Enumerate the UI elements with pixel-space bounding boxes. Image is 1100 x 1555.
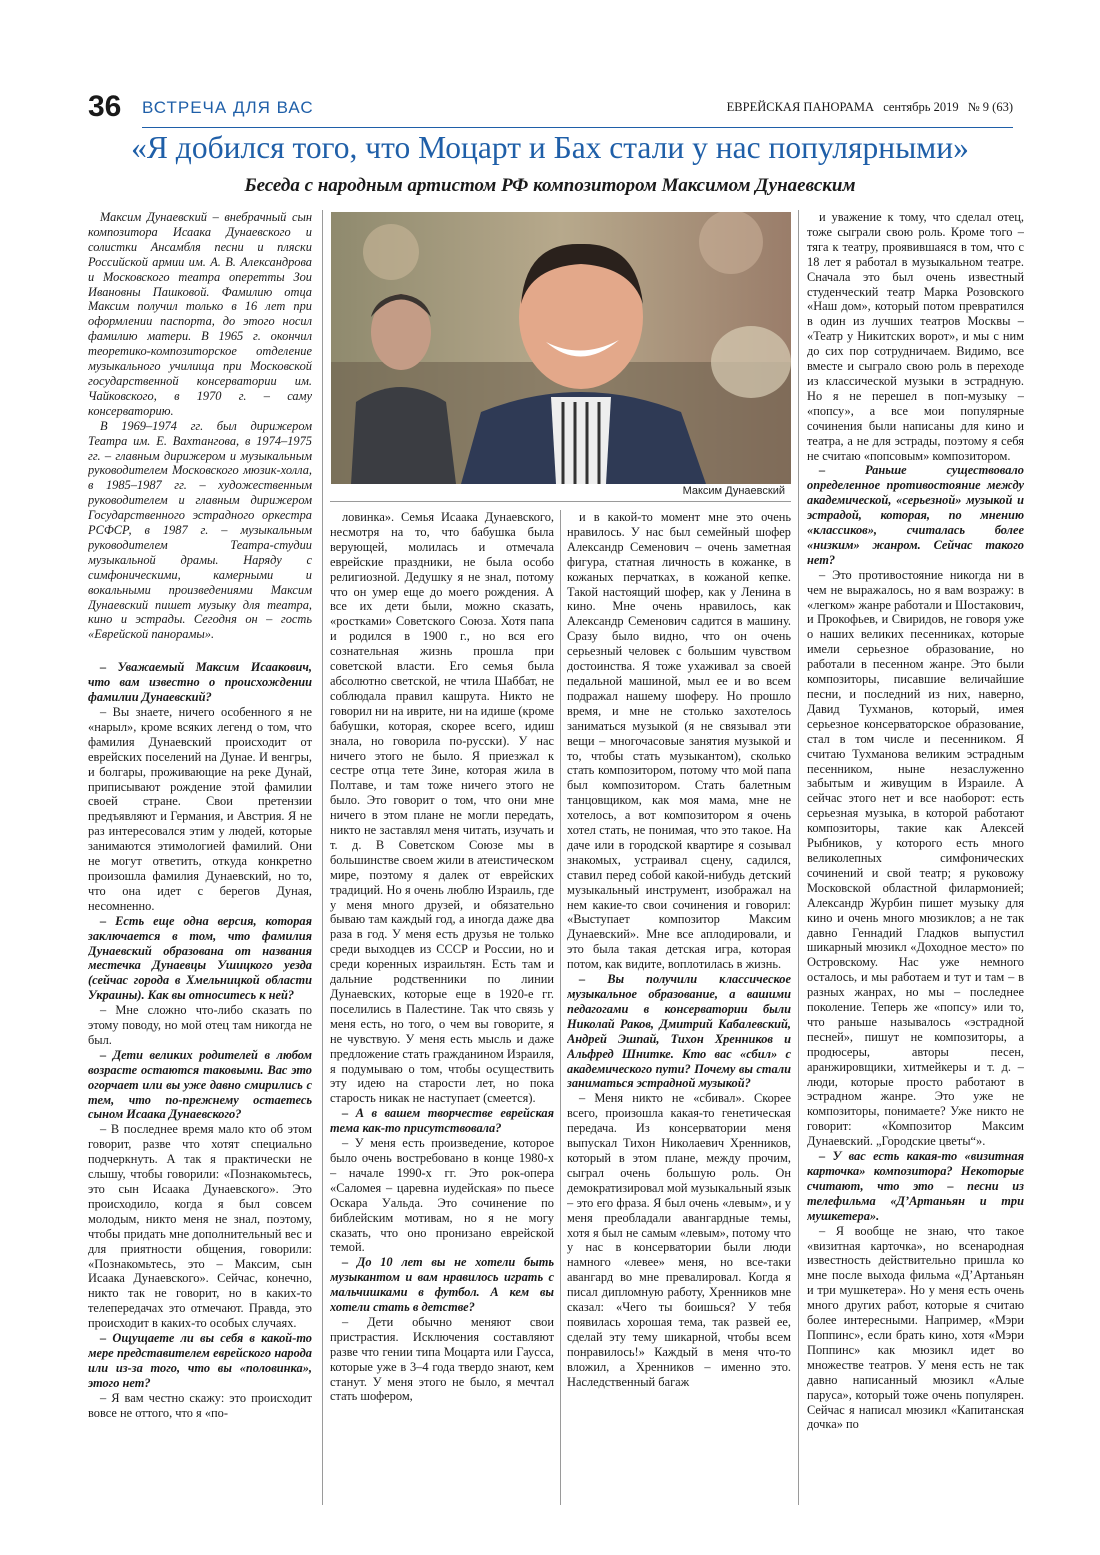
interview-answer: – Мне сложно что-либо сказать по этому поводу, но мой отец там никогда не был. [88, 1003, 312, 1047]
interview-answer: и в какой-то момент мне это очень нравилось. У нас был семейный шофер Александр Семенович – очень заметная фигура, статная личность в кожанке, в кожаных перчатках, в кожаной кепке. Такой настоящий шофер, как у Ленина в кино. Мне очень нравилось, как Александр Семенович садится в машину. Сразу было видно, что он очень серьезный человек с большим чувством достоинства. Я тоже ухаживал за своей педальной машиной, мыл ее и во всем подражал нашему шоферу. Но прошло время, и мне не столько захотелось заниматься музыкой (я не связывал эти вещи – многочасовые занятия музыкой и то, чтобы стать музыкантом), сколько стать композитором, потому что мой папа был композитором. Стать балетным танцовщиком, как моя мама, мне не хотелось, а вот композитором я очень хотел стать, не понимая, что это такое. На даче или в городской квартире я созывал знакомых, устраивал сцену, садился, ставил перед собой какой-нибудь детский музыкальный инструмент, изображал на нем какие-то свои сочинения и говорил: «Выступает композитор Максим Дунаевский». Мне все аплодировали, и это была такая детская игра, которая потом, как видите, воплотилась в жизнь. [567, 510, 791, 972]
interview-answer: – Вы знаете, ничего особенного я не «нарыл», кроме всяких легенд о том, что фамилия Дунаевский происходит от еврейских поселений на Дунае. И венгры, и болгары, проживающие на реке Дунай, приписывают рождение этой фамилии своей стране. Свои претензии предъявляют и Германия, и Австрия. Я не раз интересовался этим у людей, которые занимаются этимологией фамилий. Они не могут ответить, откуда конкретно произошла фамилия Дунаевский, но то, что она идет с берегов Дуная, несомненно. [88, 705, 312, 913]
interview-question: – Дети великих родителей в любом возрасте остаются таковыми. Вас это огорчает или вы уже давно смирились с тем, что по-прежнему остаетесь сыном Исаака Дунаевского? [88, 1047, 312, 1122]
interview-answer: – Я вообще не знаю, что такое «визитная карточка», но всенародная известность действительно пришла ко мне после выхода фильма «Д’Артаньян и три мушкетера». Но у меня есть очень много других работ, которые я считаю более интересными. Например, «Мэри Поппинс», если брать кино, хотя «Мэри Поппинс» как мюзикл идет во множестве театров. У меня есть не так давно написанный мюзикл «Алые паруса», который тоже очень популярен. Сейчас я написал мюзикл «Капитанская дочка» по [807, 1223, 1024, 1432]
column-3 [567, 510, 791, 1505]
interview-answer: – Меня никто не «сбивал». Скорее всего, произошла какая-то генетическая передача. Из консерватории меня выпускал Тихон Николаевич Хренников, который в этом плане, между прочим, сыграл очень большую роль. Он демократизировал мой музыкальный язык – это его фраза. Я был очень «левым», и у меня преобладали авангардные темы, хотя я был не самым «левым», потому что у нас в консерватории были люди намного «левее» меня, но все-таки авангард во мне превалировал. Когда я писал дипломную работу, Хренников мне сказал: «Чего ты боишься? У тебя появилась хорошая тема, так развей ее, сделай эту тему шикарной, чтобы всем понравилось!» Каждый в меня что-то вложил, а Хренников – именно это. Наследственный багаж [567, 1091, 791, 1389]
column-divider [798, 210, 799, 1505]
interview-question: – А в вашем творчестве еврейская тема как-то присутствовала? [330, 1106, 554, 1136]
column-4 [807, 210, 1024, 1505]
interview-question: – Раньше существовало определенное противостояние между академической, «серьезной» музыкой и эстрадой, которая, по мнению «классиков», считалась более «низким» жанром. Сейчас такого нет? [807, 463, 1024, 567]
interview-answer: и уважение к тому, что сделал отец, тоже сыграли свою роль. Кроме того – тяга к театру, проявившаяся в том, что с 18 лет я работал в музыкальном театре. Сначала это был очень известный студенческий театр Марка Розовского «Наш дом», который потом превратился в один из лучших театров Москвы – «Театр у Никитских ворот», и мы с ним до сих пор сотрудничаем. Видимо, все вместе и сыграло свою роль в переходе из классической музыки в эстрадную. Но я не перешел в поп-музыку – «попсу», а все мои популярные сочинения были написаны для кино и театра, а не для эстрады, поэтому я себя не считаю «попсовым» композитором. [807, 210, 1024, 463]
photo-divider [330, 501, 791, 502]
interview-question: – Вы получили классическое музыкальное образование, а вашими педагогами в консерватории были Николай Раков, Дмитрий Кабалевский, Андрей Эшпай, Тихон Хренников и Альфред Шнитке. Кто вас «сбил» с академического пути? Почему вы стали заниматься эстрадной музыкой? [567, 972, 791, 1091]
interview-answer: – Это противостояние никогда ни в чем не выражалось, но я вам возражу: в «легком» жанре работали и Шостакович, и Прокофьев, и Свиридов, не говоря уже о наших великих песенниках, которые имели серьезное образование, но работали в песенном жанре. Это были композиторы, писавшие величайшие песни, и последний из них, наверно, Давид Тухманов, который, имея серьезное консерваторское образование, стал в том числе и песенником. Я считаю Тухманова великим эстрадным песенником, ныне незаслуженно забытым и живущим в Израиле. А сейчас этого нет и все наоборот: есть серьезная музыка, в которой работают композиторы, такие как Алексей Рыбников, у которого есть много великолепных симфонических сочинений и свой театр; я руковожу Московской областной филармонией; Александр Журбин пишет музыку для кино и очень много мюзиклов; а не так давно Геннадий Гладков выпустил шикарный мюзикл «Доходное место» по Островскому. Нас уже немного осталось, и мы работаем и тут и там – в разных жанрах, но мы – последнее поколение. Теперь же «попсу» или то, что раньше называлось «эстрадной песней», пишут не композиторы, а продюсеры, авторы песен, аранжировщики, хитмейкеры и т. д. – люди, которые просто работают в эстрадном жанре. Это уже не композиторы, понимаете? Уже никто не говорит: «Композитор Максим Дунаевский. „Городские цветы“». [807, 567, 1024, 1149]
interview-question: – Уважаемый Максим Исаакович, что вам известно о происхождении фамилии Дунаевский? [88, 660, 312, 705]
header-divider [142, 127, 1013, 128]
column-divider [322, 210, 323, 1505]
column-divider [560, 510, 561, 1505]
issue-number: № 9 (63) [967, 100, 1013, 114]
intro-paragraph: В 1969–1974 гг. был дирижером Театра им. Е. Вахтангова, в 1974–1975 гг. – главным дирижером и музыкальным руководителем Московского мюзик-холла, в 1985–1987 гг. – художественным руководителем и главным дирижером Государственного эстрадного оркестра РСФСР, в 1987 г. – музыкальным руководителем Театра-студии музыкальной драмы. Наряду с симфоническими, камерными и вокальными произведениями Максим Дунаевский пишет музыку для театра, кино и эстрады. Сегодня он – гость «Еврейской панорамы». [88, 418, 312, 642]
interview-question: – Есть еще одна версия, которая заключается в том, что фамилия Дунаевский образована от названия местечка Дунаевцы Ушицкого уезда (сейчас города в Хмельницкой области Украины). Как вы относитесь к ней? [88, 913, 312, 1003]
intro-paragraph: Максим Дунаевский – внебрачный сын композитора Исаака Дунаевского и солистки Ансамбля песни и пляски Российской армии им. А. В. Александрова и Московского театра оперетты Зои Ивановны Пашковой. Фамилию отца Максим получил только в 16 лет при оформлении паспорта, до этого носил фамилию матери. В 1965 г. окончил теоретико-композиторское отделение музыкального училища при Московской государственной консерватории им. Чайковского, в 1970 г. – саму консерваторию. [88, 210, 312, 418]
issue-info [721, 100, 1013, 115]
article-headline: «Я добился того, что Моцарт и Бах стали у нас популярными» [131, 130, 969, 165]
interview-answer: – Дети обычно меняют свои пристрастия. Исключения составляют разве что гении типа Моцарта или Гаусса, которые уже в 3–4 года твердо знают, кем станут. У меня этого не было, я мечтал стать шофером, [330, 1314, 554, 1404]
interview-answer: – У меня есть произведение, которое было очень востребовано в конце 1980-х – начале 1990-х гг. Это рок-опера «Саломея – царевна иудейская» по пьесе Оскара Уальда. Это сочинение по библейским мотивам, но я не могу сказать, что оно пронизано еврейской темой. [330, 1136, 554, 1255]
column-2 [330, 510, 554, 1505]
interview-answer: – В последнее время мало кто об этом говорит, разве что хотят специально подчеркнуть. А так я практически не слышу, чтобы говорили: «Познакомьтесь, это сын Исаака Дунаевского». Это происходило, когда я был совсем молодым, никто меня не знал, поэтому, чтобы придать мне дополнительный вес и для приятности общения, говорили: «Познакомьтесь, это – Максим, сын Исаака Дунаевского». Сейчас, конечно, никто так не говорит, но в каких-то телепередачах это отмечают. Правда, это происходит в каких-то особых случаях. [88, 1122, 312, 1331]
interview-question: – У вас есть какая-то «визитная карточка» композитора? Некоторые считают, что это – песни из телефильма «Д’Артаньян и три мушкетера». [807, 1149, 1024, 1223]
section-title: ВСТРЕЧА ДЛЯ ВАС [142, 98, 314, 117]
page-header [88, 90, 1013, 128]
interview-answer: ловинка». Семья Исаака Дунаевского, несмотря на то, что бабушка была верующей, молилась и отмечала еврейские праздники, не была особо религиозной. Дедушку я не знал, потому что он умер еще до моего рождения. А все их дети были, можно сказать, «ростками» Советского Союза. Хотя папа и родился в 1900 г., но вся его сознательная жизнь прошла при советской власти. Его семья была абсолютно светской, не чтила Шаббат, не соблюдала правил кашрута. Никто не говорил ни на иврите, ни на идише (кроме бабушки, которая, скорее всего, идиш знала, но говорила по-русски). У нас ничего этого не было. Я приезжал к сестре отца тете Зине, которая жила в Полтаве, и там тоже ничего этого не было. Это говорит о том, что они мне ничего в этом плане не могли передать, никто не заставлял меня читать, изучать и т. д. В Советском Союзе мы в большинстве своем жили в атеистическом мире, поэтому я далек от еврейских традиций. Но я очень люблю Израиль, где у меня много друзей, и обязательно бываю там каждый год, а иногда даже два раза в год. У меня есть друзья не только среди выходцев из СССР и России, но и среди коренных израильтян. Есть там и дальние родственники по линии Дунаевских, которые еще в 1920-е гг. поселились в Палестине. Так что связь у меня есть, но того, о чем вы говорите, я не чувствую. У меня есть мысль и даже предложение стать гражданином Израиля, я подумываю о том, чтобы осуществить эту идею на старости лет, но пока старость никак не наступает (смеется). [330, 510, 554, 1106]
column-1 [88, 210, 312, 1505]
issue-date: сентябрь 2019 [883, 100, 959, 114]
article-subheadline: Беседа с народным артистом РФ композитором Максимом Дунаевским [244, 175, 856, 196]
photo-caption: Максим Дунаевский [682, 485, 785, 497]
portrait-photo [331, 212, 791, 484]
interview-question: – Ощущаете ли вы себя в какой-то мере представителем еврейского народа или из-за того, что вы «половинка», этого нет? [88, 1331, 312, 1390]
page-number: 36 [88, 90, 122, 123]
publication-name: ЕВРЕЙСКАЯ ПАНОРАМА [726, 100, 875, 114]
interview-question: – До 10 лет вы не хотели быть музыкантом и вам нравилось играть с мальчишками в футбол. А кем вы хотели стать в детстве? [330, 1255, 554, 1315]
interview-answer: – Я вам честно скажу: это происходит вовсе не оттого, что я «по- [88, 1390, 312, 1420]
